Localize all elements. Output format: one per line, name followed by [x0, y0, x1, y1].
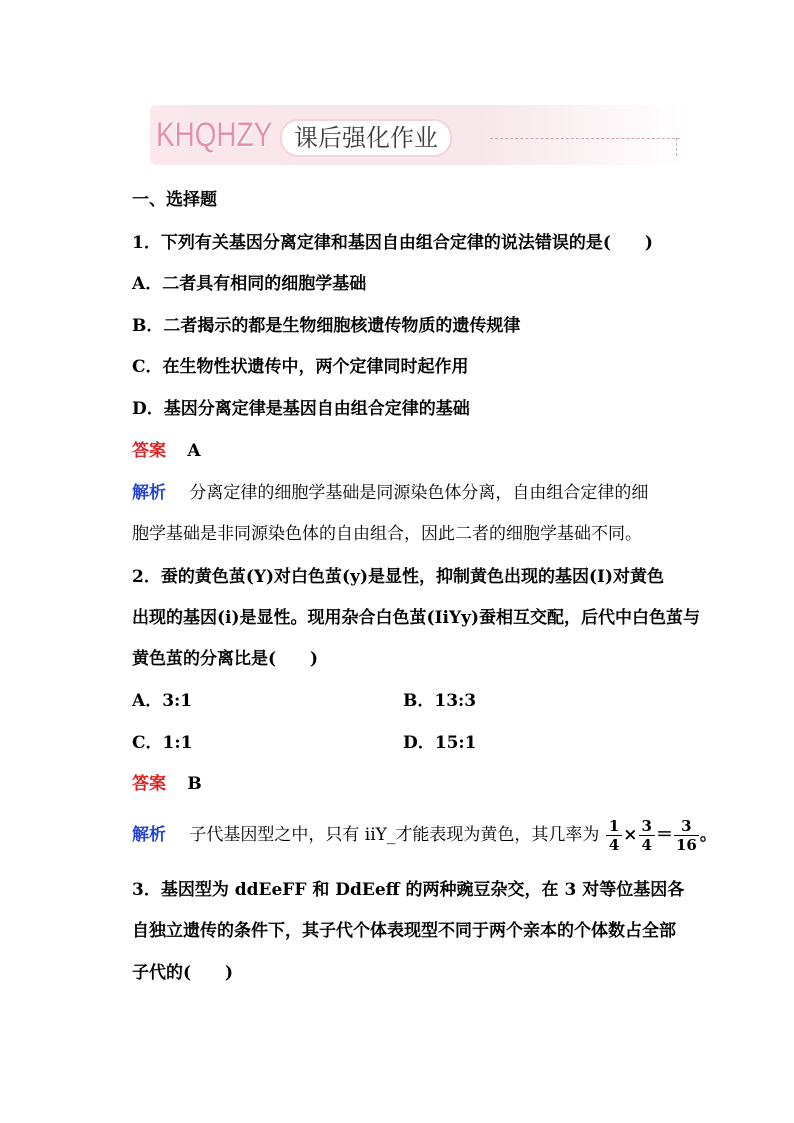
question-1-answer-row [132, 440, 201, 462]
fraction-numerator: 3 [674, 817, 699, 836]
question-2-option-a: A．3:1 [132, 691, 193, 711]
equals-sign: ＝ [655, 825, 673, 845]
question-2-stem-line-2: 出现的基因(i)是显性。现用杂合白色茧(IiYy)蚕相互交配，后代中白色茧与 [132, 608, 701, 628]
fraction-three-quarters [639, 817, 655, 854]
banner-title: 课后强化作业 [282, 121, 450, 155]
fraction-denominator: 4 [608, 836, 620, 854]
question-2-option-c: C．1:1 [132, 733, 193, 753]
end-punctuation: 。 [699, 825, 717, 845]
question-1-analysis-row-2: 胞学基础是非同源染色体的自由组合，因此二者的细胞学基础不同。 [132, 524, 642, 544]
question-1-option-b: B．二者揭示的都是生物细胞核遗传物质的遗传规律 [132, 316, 521, 336]
question-2-option-b: B．13:3 [403, 691, 477, 711]
banner-dashed-line [490, 138, 680, 139]
question-3-stem-line-2: 自独立遗传的条件下，其子代个体表现型不同于两个亲本的个体数占全部 [132, 921, 676, 941]
fraction-denominator: 16 [675, 836, 697, 854]
fraction-three-sixteenths [674, 817, 699, 854]
fraction-numerator: 1 [606, 817, 622, 836]
analysis-label: 解析 [132, 825, 166, 845]
times-sign: × [623, 825, 638, 845]
fraction-one-quarter [606, 817, 622, 854]
question-2-stem-line-3: 黄色茧的分离比是( ) [132, 649, 319, 669]
analysis-text: 分离定律的细胞学基础是同源染色体分离，自由组合定律的细 [189, 483, 649, 503]
answer-value: B [187, 774, 202, 794]
question-2-answer-row [132, 773, 202, 795]
question-2-stem-line-1: 2．蚕的黄色茧(Y)对白色茧(y)是显性，抑制黄色出现的基因(I)对黄色 [132, 567, 665, 587]
question-1-option-c: C．在生物性状遗传中，两个定律同时起作用 [132, 357, 469, 377]
question-2-analysis-row [132, 815, 717, 855]
analysis-text: 子代基因型之中，只有 iiY_才能表现为黄色，其几率为 [189, 825, 600, 845]
question-1-option-d: D．基因分离定律是基因自由组合定律的基础 [132, 399, 470, 419]
header-banner [150, 105, 690, 165]
analysis-label: 解析 [132, 483, 166, 503]
answer-value: A [187, 441, 201, 461]
banner-code-text: KHQHZY [156, 116, 273, 154]
answer-label: 答案 [132, 441, 166, 461]
question-3-stem-line-3: 子代的( ) [132, 963, 234, 983]
section-title: 一、选择题 [132, 190, 217, 210]
question-3-stem-line-1: 3．基因型为 ddEeFF 和 DdEeff 的两种豌豆杂交，在 3 对等位基因各 [132, 880, 685, 900]
question-2-option-d: D．15:1 [403, 733, 477, 753]
fraction-denominator: 4 [641, 836, 652, 854]
question-1-option-a: A．二者具有相同的细胞学基础 [132, 274, 367, 294]
answer-label: 答案 [132, 774, 166, 794]
question-1-stem: 1．下列有关基因分离定律和基因自由组合定律的说法错误的是( ) [132, 233, 653, 253]
fraction-numerator: 3 [639, 817, 655, 836]
banner-dashed-tick [676, 138, 677, 156]
question-1-analysis-row-1 [132, 482, 648, 504]
